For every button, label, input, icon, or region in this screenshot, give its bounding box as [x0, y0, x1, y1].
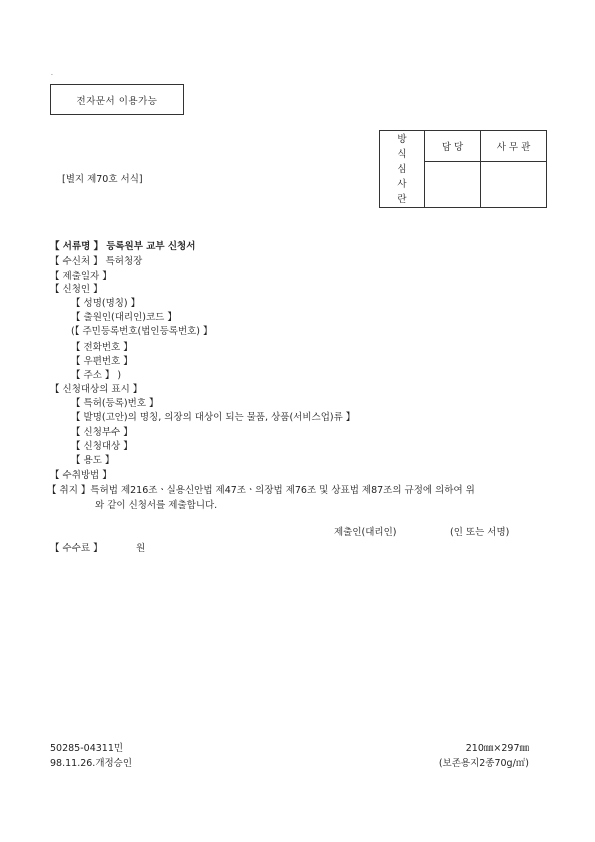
fee-unit: 원: [136, 543, 146, 554]
applicant-code-label: 【 출원인(대리인)코드 】: [71, 312, 177, 323]
copies-label: 【 신청부수 】: [71, 427, 133, 438]
purport-text-line1: 특허법 제216조ㆍ실용신안법 제47조ㆍ의장법 제76조 및 상표법 제87조의 규정에 의하여 위: [90, 485, 475, 496]
review-title-cell: [380, 131, 425, 208]
invention-name-label: 【 발명(고안)의 명칭, 의장의 대상이 되는 물품, 상품(서비스업)류 】: [71, 412, 356, 423]
submitter-label: 제출인(대리인): [334, 527, 397, 538]
target-label: 【 신청대상 】: [71, 441, 133, 452]
purport-label: 【 취지 】: [47, 485, 91, 496]
purport-text-line2: 와 같이 신청서를 제출합니다.: [95, 500, 218, 511]
review-sign-officer: [425, 162, 481, 208]
seal-label: (인 또는 서명): [450, 527, 510, 538]
fee-label: 【 수수료 】: [50, 543, 103, 554]
patent-number-label: 【 특허(등록)번호 】: [71, 398, 159, 409]
review-header-officer: 담 당: [425, 131, 481, 162]
form-number: [별지 제70호 서식]: [62, 174, 143, 185]
doc-name-row: [50, 238, 195, 252]
target-display-label: 【 신청대상의 표시 】: [50, 384, 143, 395]
electronic-document-label: 전자문서 이용가능: [76, 95, 158, 107]
recipient-label: 【 수신처 】: [50, 256, 103, 267]
review-sign-manager: [481, 162, 547, 208]
phone-label: 【 전화번호 】: [71, 342, 133, 353]
doc-name-value: 등록원부 교부 신청서: [106, 241, 196, 252]
name-label: 【 성명(명칭) 】: [71, 298, 141, 309]
purpose-label: 【 용도 】: [71, 455, 115, 466]
footer-paper: (보존용지2종70g/㎡): [438, 758, 529, 769]
resident-number-label: (【 주민등록번호(법인등록번호) 】: [71, 326, 213, 337]
submit-date-label: 【 제출일자 】: [50, 271, 112, 282]
recipient-row: [50, 253, 142, 267]
review-title-char: 란: [397, 193, 407, 205]
review-title-char: 방: [397, 133, 407, 145]
postal-code-label: 【 우편번호 】: [71, 356, 133, 367]
review-title-char: 식: [397, 148, 407, 160]
applicant-label: 【 신청인 】: [50, 284, 103, 295]
top-mark: .: [51, 70, 53, 77]
review-title-char: 사: [397, 178, 407, 190]
review-header-manager: 사 무 관: [481, 131, 547, 162]
recipient-value: 특허청장: [105, 256, 143, 267]
footer-approval: 98.11.26.개정승인: [50, 758, 133, 769]
footer-code: 50285-04311민: [50, 743, 124, 754]
review-title-char: 심: [397, 163, 407, 175]
address-label: 【 주소 】 ): [71, 370, 122, 381]
purport-row: [47, 482, 475, 496]
electronic-document-box: [50, 84, 184, 115]
review-table: [379, 130, 547, 208]
footer-size: 210㎜×297㎜: [465, 743, 529, 754]
doc-name-label: 【 서류명 】: [50, 241, 104, 252]
receipt-method-label: 【 수취방법 】: [50, 470, 112, 481]
